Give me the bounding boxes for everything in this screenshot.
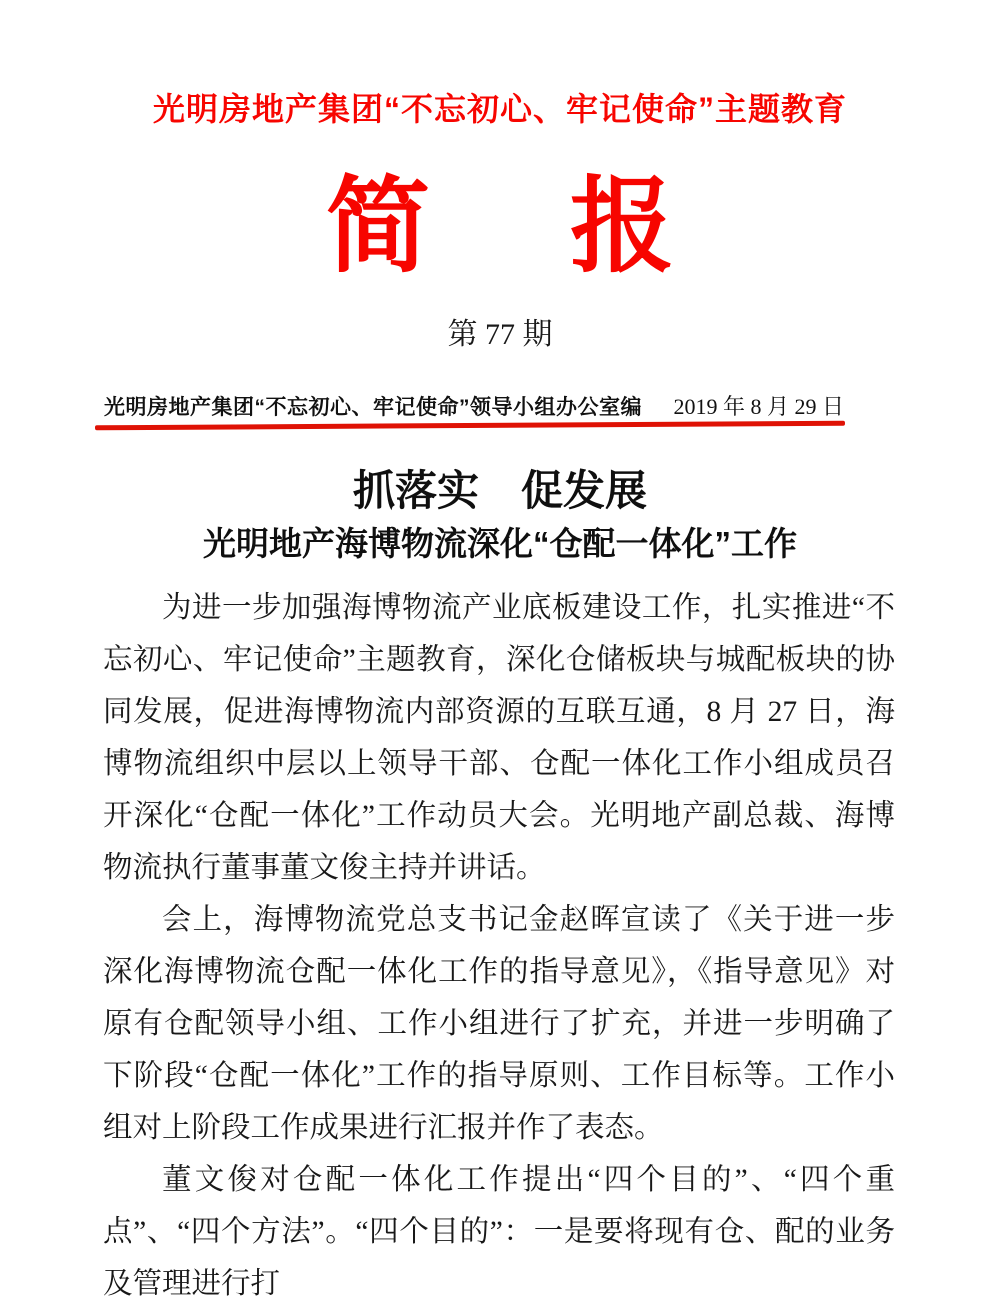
paragraph-1: 为进一步加强海博物流产业底板建设工作，扎实推进“不忘初心、牢记使命”主题教育，深化仓储板块与城配板块的协同发展，促进海博物流内部资源的互联互通，8 月 27 日，海博物流组织中层以上领导干部、仓配一体化工作小组成员召开深化“仓配一体化”工作动员大会。光明地产副总裁、海博物流执行董事董文俊主持并讲话。	[103, 592, 895, 884]
article-subheadline: 光明地产海博物流深化“仓配一体化”工作	[203, 525, 797, 562]
masthead-eyebrow: 光明房地产集团“不忘初心、牢记使命”主题教育	[152, 91, 847, 127]
paragraph-3: 董文俊对仓配一体化工作提出“四个目的”、“四个重点”、“四个方法”。“四个目的”：一是要将现有仓、配的业务及管理进行打	[103, 1164, 895, 1300]
masthead-title-char-left: 简	[325, 170, 430, 285]
masthead-divider-rule	[95, 421, 845, 431]
article-headline: 抓落实 促发展	[352, 467, 647, 514]
paragraph-2: 会上，海博物流党总支书记金赵晖宣读了《关于进一步深化海博物流仓配一体化工作的指导意见》，《指导意见》对原有仓配领导小组、工作小组进行了扩充，并进一步明确了下阶段“仓配一体化”工作的指导原则、工作目标等。工作小组对上阶段工作成果进行汇报并作了表态。	[103, 904, 895, 1144]
issue-number: 第 77 期	[447, 318, 553, 351]
masthead-title	[0, 170, 1000, 285]
editor-credit: 光明房地产集团“不忘初心、牢记使命”领导小组办公室编	[104, 396, 642, 419]
editor-row	[104, 390, 844, 421]
publish-date: 2019 年 8 月 29 日	[673, 394, 844, 419]
article-body	[103, 582, 895, 1310]
masthead-title-char-right: 报	[570, 170, 675, 285]
